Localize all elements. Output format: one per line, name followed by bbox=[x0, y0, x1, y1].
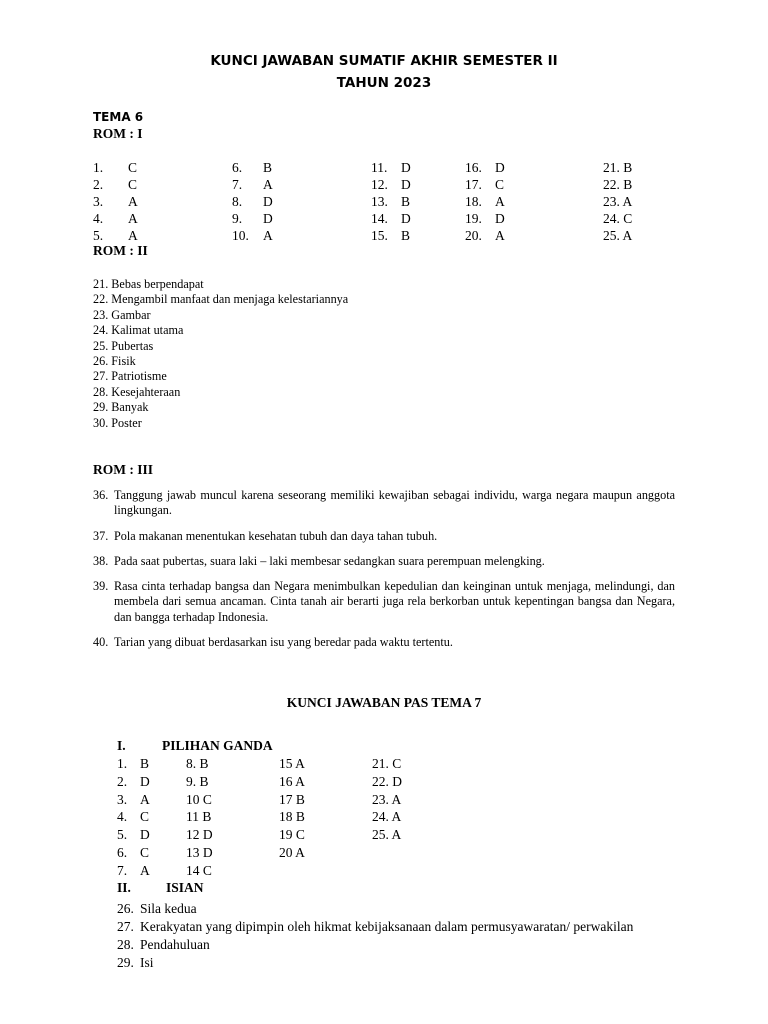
pg-answer-number: 7. bbox=[117, 862, 128, 878]
rom1-answer-letter: D bbox=[263, 211, 273, 226]
rom1-answer-number: 3. bbox=[93, 194, 104, 209]
rom3-item-39 bbox=[93, 579, 675, 625]
pg-answer-letter: A bbox=[140, 862, 150, 878]
pg-answer: 13 D bbox=[186, 845, 213, 860]
list-item: 23. Gambar bbox=[93, 307, 151, 322]
isian-item-text: Sila kedua bbox=[140, 901, 197, 916]
list-item: 27. Patriotisme bbox=[93, 369, 167, 384]
rom1-answer-letter: D bbox=[401, 177, 411, 192]
rom1-answer-number: 13. bbox=[371, 194, 388, 209]
item-number: 39. bbox=[93, 579, 109, 593]
rom3-item-38 bbox=[93, 554, 675, 569]
rom1-answer-number: 12. bbox=[371, 177, 388, 192]
document-title-line1: KUNCI JAWABAN SUMATIF AKHIR SEMESTER II bbox=[210, 53, 558, 69]
list-item: 30. Poster bbox=[93, 415, 142, 430]
item-text: Tanggung jawab muncul karena seseorang memiliki kewajiban sebagai individu, warga negara maupun anggota lingkungan. bbox=[114, 488, 675, 518]
rom1-answer-number: 20. bbox=[465, 228, 482, 243]
item-number: 38. bbox=[93, 554, 109, 568]
rom1-answer-letter: D bbox=[495, 211, 505, 226]
tema7-title: KUNCI JAWABAN PAS TEMA 7 bbox=[286, 695, 482, 710]
rom1-answer-number: 15. bbox=[371, 228, 388, 243]
list-item: 22. Mengambil manfaat dan menjaga kelestariannya bbox=[93, 292, 349, 307]
rom1-answer-number: 11. bbox=[371, 160, 388, 175]
rom1-answer-number: 14. bbox=[371, 211, 388, 226]
pg-answer-number: 3. bbox=[117, 791, 128, 807]
pg-answer: 24. A bbox=[372, 809, 402, 825]
isian-item-text: Kerakyatan yang dipimpin oleh hikmat kebijaksanaan dalam permusyawaratan/ perwakilan bbox=[140, 919, 634, 934]
rom1-answer-number: 10. bbox=[232, 228, 249, 243]
rom1-answer-letter: A bbox=[263, 228, 273, 243]
pg-answer: 21. C bbox=[372, 756, 402, 771]
pg-answer: 19 C bbox=[279, 827, 305, 843]
rom1-answer-number: 1. bbox=[93, 160, 104, 175]
isian-item-text: Pendahuluan bbox=[140, 937, 210, 952]
item-text: Pola makanan menentukan kesehatan tubuh dan daya tahan tubuh. bbox=[114, 529, 438, 543]
rom1-answer-number: 19. bbox=[465, 211, 482, 226]
rom1-answer-number: 25. A bbox=[603, 228, 633, 243]
item-text: Pada saat pubertas, suara laki – laki membesar sedangkan suara perempuan melengking. bbox=[114, 554, 545, 568]
pg-answer-number: 4. bbox=[117, 809, 128, 825]
rom3-item-36 bbox=[93, 488, 675, 519]
rom3-item-40 bbox=[93, 635, 675, 650]
pg-answer: 9. B bbox=[186, 773, 209, 789]
rom1-answer-letter: B bbox=[263, 160, 273, 175]
item-text: Rasa cinta terhadap bangsa dan Negara menimbulkan kepedulian dan keinginan untuk menjaga, melindungi, dan membela dari semua ancaman. Cinta tanah air berarti juga rela berkorban untuk kepentingan bangsa dan Negara, dan bangga terhadap Indonesia. bbox=[114, 579, 675, 624]
rom1-answer-letter: A bbox=[128, 211, 138, 226]
rom1-answer-letter: A bbox=[495, 194, 505, 209]
rom1-answer-number: 22. B bbox=[603, 177, 633, 192]
pg-answer-number: 1. bbox=[117, 756, 128, 771]
document-title-line2: TAHUN 2023 bbox=[336, 75, 432, 91]
pg-answer: 18 B bbox=[279, 809, 305, 825]
rom1-answer-number: 7. bbox=[232, 177, 243, 192]
pg-answer-number: 2. bbox=[117, 773, 128, 789]
rom1-answer-number: 21. B bbox=[603, 160, 633, 175]
list-item: 29. Banyak bbox=[93, 400, 149, 415]
list-item: 24. Kalimat utama bbox=[93, 323, 184, 338]
pg-answer-number: 5. bbox=[117, 827, 128, 843]
pg-answer: 15 A bbox=[279, 756, 305, 771]
pg-answer-letter: D bbox=[140, 827, 150, 843]
pg-answer: 20 A bbox=[279, 845, 305, 860]
list-item: 26. Fisik bbox=[93, 354, 136, 369]
rom1-answer-number: 17. bbox=[465, 177, 482, 192]
rom1-answer-number: 4. bbox=[93, 211, 104, 226]
pg-answer-letter: A bbox=[140, 791, 150, 807]
item-number: 37. bbox=[93, 529, 109, 543]
pg-heading: PILIHAN GANDA bbox=[162, 738, 273, 753]
rom1-answer-number: 18. bbox=[465, 194, 482, 209]
isian-item-number: 26. bbox=[117, 901, 134, 916]
pg-answer: 10 C bbox=[186, 791, 212, 807]
item-text: Tarian yang dibuat berdasarkan isu yang beredar pada waktu tertentu. bbox=[114, 635, 453, 649]
pg-answer: 14 C bbox=[186, 862, 212, 878]
rom1-answer-number: 5. bbox=[93, 228, 104, 243]
pg-answer-letter: C bbox=[140, 845, 150, 860]
rom1-answer-number: 24. C bbox=[603, 211, 633, 226]
rom3-item-37 bbox=[93, 529, 675, 544]
isian-item-number: 29. bbox=[117, 955, 134, 970]
list-item: 28. Kesejahteraan bbox=[93, 384, 181, 399]
pg-answer-number: 6. bbox=[117, 845, 128, 860]
rom1-answer-letter: D bbox=[263, 194, 273, 209]
pg-answer: 12 D bbox=[186, 827, 213, 843]
isian-heading: ISIAN bbox=[166, 880, 204, 895]
isian-number: II. bbox=[117, 880, 131, 895]
rom1-answer-letter: D bbox=[495, 160, 505, 175]
list-item: 21. Bebas berpendapat bbox=[93, 277, 204, 291]
item-number: 36. bbox=[93, 488, 109, 502]
rom3-label: ROM : III bbox=[93, 462, 153, 477]
rom1-answer-letter: D bbox=[401, 211, 411, 226]
rom1-answer-number: 16. bbox=[465, 160, 482, 175]
pg-answer-letter: B bbox=[140, 756, 150, 771]
isian-item-number: 27. bbox=[117, 919, 134, 934]
pg-answer-letter: C bbox=[140, 809, 150, 825]
pg-answer: 16 A bbox=[279, 773, 305, 789]
rom1-answer-letter: C bbox=[128, 160, 138, 175]
rom1-answer-letter: C bbox=[128, 177, 138, 192]
rom1-answer-number: 8. bbox=[232, 194, 243, 209]
rom1-answer-letter: A bbox=[128, 228, 138, 243]
rom1-answer-letter: B bbox=[401, 228, 411, 243]
rom1-answer-letter: B bbox=[401, 194, 411, 209]
rom1-answer-letter: A bbox=[495, 228, 505, 243]
rom2-answer-list bbox=[93, 277, 348, 431]
item-number: 40. bbox=[93, 635, 109, 649]
rom1-answer-number: 2. bbox=[93, 177, 104, 192]
pg-number: I. bbox=[117, 738, 126, 753]
pg-answer: 11 B bbox=[186, 809, 212, 825]
rom1-answer-letter: A bbox=[128, 194, 138, 209]
pg-answer: 25. A bbox=[372, 827, 402, 843]
isian-item-text: Isi bbox=[140, 955, 154, 970]
rom1-label: ROM : I bbox=[93, 126, 143, 141]
rom1-answer-letter: A bbox=[263, 177, 273, 192]
rom1-answer-letter: C bbox=[495, 177, 505, 192]
isian-item-number: 28. bbox=[117, 937, 134, 952]
list-item: 25. Pubertas bbox=[93, 338, 154, 353]
rom1-answer-number: 23. A bbox=[603, 194, 633, 209]
pg-answer: 22. D bbox=[372, 773, 402, 789]
rom1-answer-number: 9. bbox=[232, 211, 243, 226]
rom1-answer-letter: D bbox=[401, 160, 411, 175]
pg-answer: 23. A bbox=[372, 791, 402, 807]
pg-answer: 17 B bbox=[279, 791, 305, 807]
pg-answer-letter: D bbox=[140, 773, 150, 789]
pg-answer: 8. B bbox=[186, 756, 209, 771]
rom1-answer-number: 6. bbox=[232, 160, 243, 175]
rom2-label: ROM : II bbox=[93, 243, 148, 258]
tema6-label: TEMA 6 bbox=[93, 110, 144, 124]
